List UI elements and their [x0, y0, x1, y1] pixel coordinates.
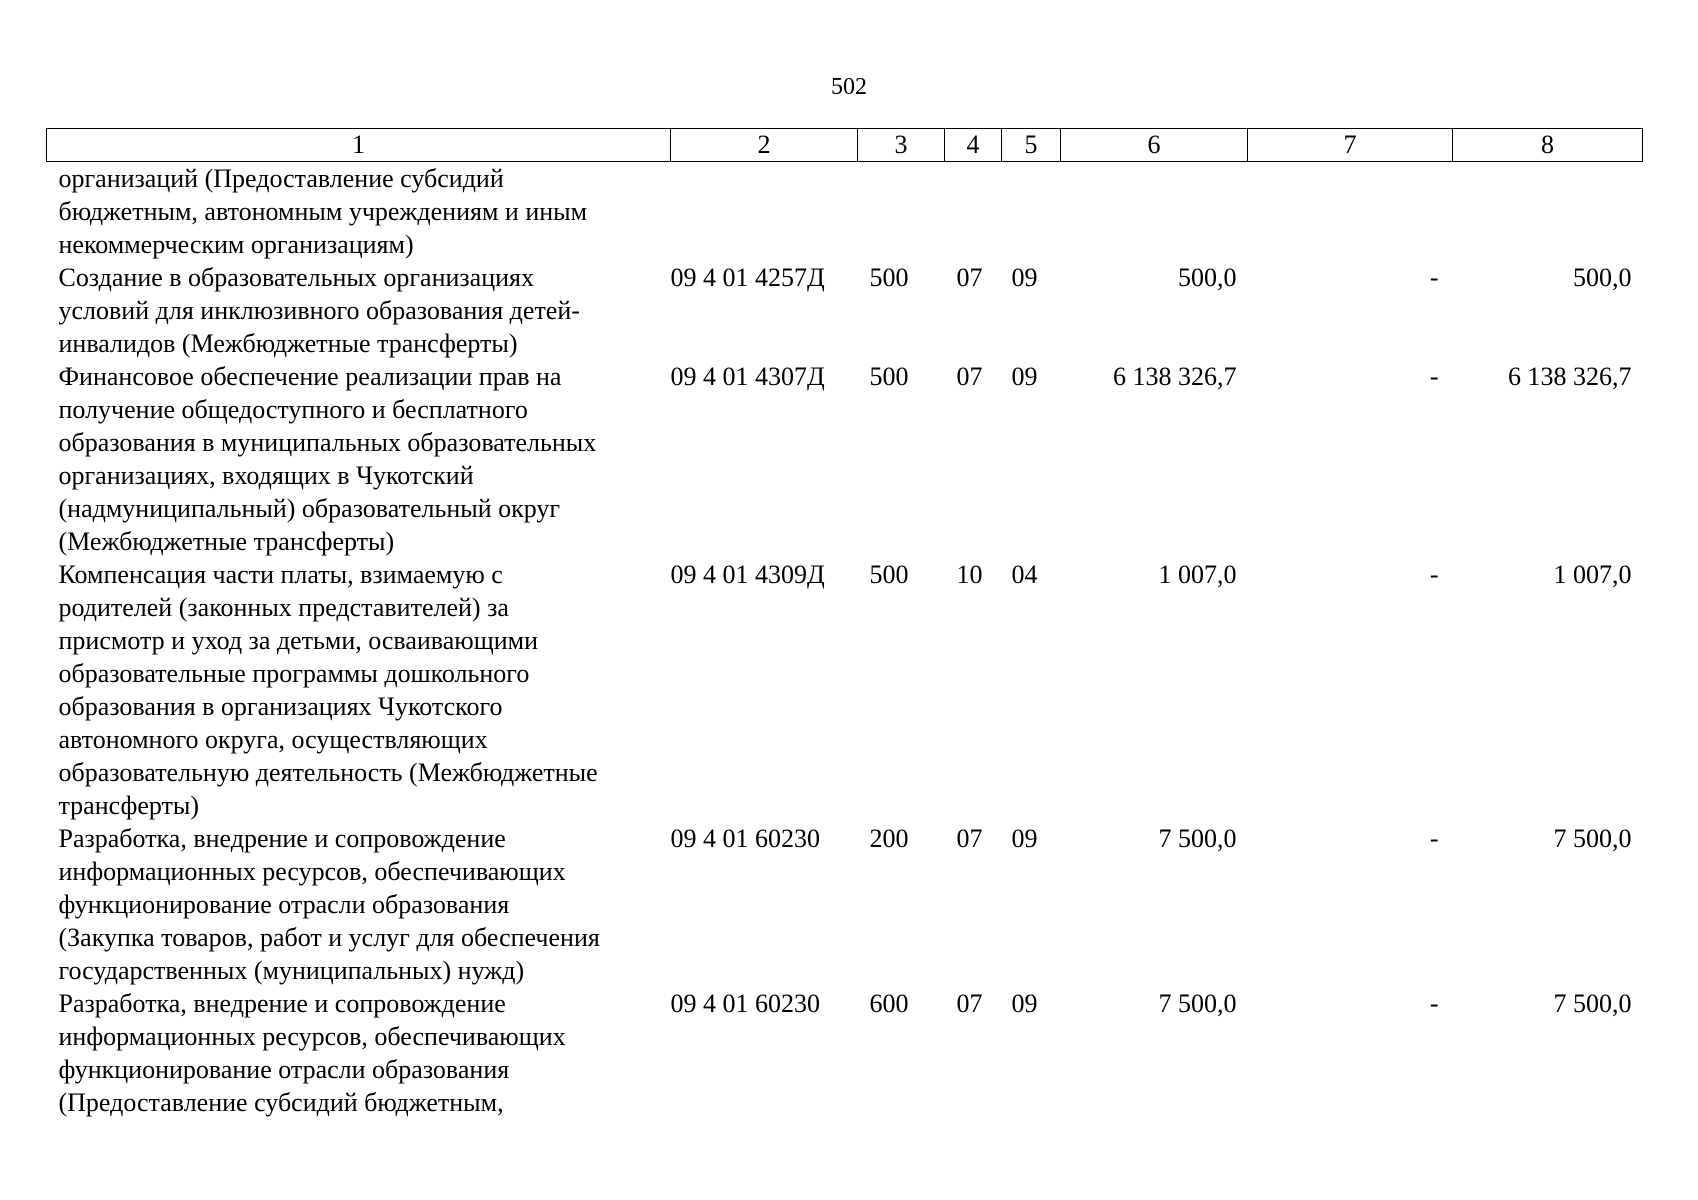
budget-code-cell: 09 4 01 4307Д	[670, 362, 825, 391]
change-cell: -	[1429, 989, 1439, 1018]
item-name-line: условий для инклюзивного образования детей-	[58, 296, 580, 325]
item-name-cell	[47, 261, 671, 360]
item-name-line: (Предоставление субсидий бюджетным,	[58, 1088, 504, 1117]
section-cell: 07	[956, 824, 983, 853]
total-cell: 7 500,0	[1553, 824, 1632, 853]
section-cell: 07	[956, 989, 983, 1018]
budget-code-cell: 09 4 01 4309Д	[670, 560, 825, 589]
item-name-line: функционирование отрасли образования	[58, 1055, 510, 1084]
total-cell: 1 007,0	[1553, 560, 1632, 589]
amount-cell: 7 500,0	[1158, 824, 1237, 853]
budget-code-cell: 09 4 01 60230	[670, 989, 820, 1018]
section-cell	[945, 162, 1002, 262]
budget-code-cell: 09 4 01 60230	[670, 824, 820, 853]
budget-table	[46, 128, 1643, 1119]
table-row	[47, 261, 1643, 360]
table-row	[47, 987, 1643, 1119]
table-row	[47, 822, 1643, 987]
item-name-line: информационных ресурсов, обеспечивающих	[58, 1022, 566, 1051]
column-header-1: 1	[47, 129, 671, 162]
item-name-line: функционирование отрасли образования	[58, 890, 510, 919]
item-name-line: инвалидов (Межбюджетные трансферты)	[58, 329, 518, 358]
expense-type-cell: 600	[869, 989, 909, 1018]
item-name-line: (Закупка товаров, работ и услуг для обеспечения	[58, 923, 600, 952]
item-name-line: образования в организациях Чукотского	[58, 692, 503, 721]
item-name-line: бюджетным, автономным учреждениям и иным	[58, 197, 588, 226]
item-name-line: организациях, входящих в Чукотский	[58, 461, 474, 490]
section-cell: 07	[956, 362, 983, 391]
column-header-2: 2	[671, 129, 858, 162]
item-name-line: трансферты)	[58, 791, 200, 820]
change-cell: -	[1429, 824, 1439, 853]
page-number: 502	[831, 74, 867, 100]
subsection-cell: 09	[1011, 989, 1038, 1018]
change-cell: -	[1429, 263, 1439, 292]
item-name-line: присмотр и уход за детьми, осваивающими	[58, 626, 539, 655]
budget-code-cell	[671, 162, 858, 262]
item-name-line: организаций (Предоставление субсидий	[58, 164, 504, 193]
subsection-cell	[1002, 162, 1061, 262]
item-name-cell	[47, 558, 671, 822]
table-header-row	[47, 129, 1643, 162]
change-cell	[1248, 162, 1453, 262]
section-cell: 10	[956, 560, 983, 589]
item-name-line: получение общедоступного и бесплатного	[58, 395, 528, 424]
expense-type-cell	[858, 162, 945, 262]
subsection-cell: 09	[1011, 824, 1038, 853]
item-name-line: государственных (муниципальных) нужд)	[58, 956, 525, 985]
change-cell: -	[1429, 560, 1439, 589]
item-name-line: Компенсация части платы, взимаемую с	[58, 560, 503, 589]
column-header-7: 7	[1248, 129, 1453, 162]
table-row	[47, 162, 1643, 262]
column-header-3: 3	[858, 129, 945, 162]
budget-code-cell: 09 4 01 4257Д	[670, 263, 825, 292]
total-cell: 500,0	[1573, 263, 1632, 292]
section-cell: 07	[956, 263, 983, 292]
item-name-line: Финансовое обеспечение реализации прав на	[58, 362, 562, 391]
total-cell: 7 500,0	[1553, 989, 1632, 1018]
table-body	[47, 162, 1643, 1120]
amount-cell	[1061, 162, 1248, 262]
item-name-cell	[47, 162, 671, 262]
item-name-cell	[47, 360, 671, 558]
change-cell: -	[1429, 362, 1439, 391]
item-name-line: Разработка, внедрение и сопровождение	[58, 824, 506, 853]
amount-cell: 500,0	[1178, 263, 1237, 292]
table-row	[47, 558, 1643, 822]
amount-cell: 1 007,0	[1158, 560, 1237, 589]
subsection-cell: 09	[1011, 362, 1038, 391]
amount-cell: 6 138 326,7	[1113, 362, 1237, 391]
item-name-line: автономного округа, осуществляющих	[58, 725, 488, 754]
total-cell: 6 138 326,7	[1508, 362, 1632, 391]
column-header-4: 4	[945, 129, 1002, 162]
column-header-8: 8	[1453, 129, 1643, 162]
item-name-line: родителей (законных представителей) за	[58, 593, 509, 622]
total-cell	[1453, 162, 1643, 262]
item-name-line: образовательные программы дошкольного	[58, 659, 530, 688]
item-name-line: информационных ресурсов, обеспечивающих	[58, 857, 566, 886]
item-name-line: образования в муниципальных образовательных	[58, 428, 597, 457]
expense-type-cell: 500	[869, 263, 909, 292]
item-name-line: образовательную деятельность (Межбюджетные	[58, 758, 598, 787]
expense-type-cell: 500	[869, 362, 909, 391]
column-header-5: 5	[1002, 129, 1061, 162]
column-header-6: 6	[1061, 129, 1248, 162]
item-name-cell	[47, 987, 671, 1119]
expense-type-cell: 500	[869, 560, 909, 589]
amount-cell: 7 500,0	[1158, 989, 1237, 1018]
table-row	[47, 360, 1643, 558]
item-name-cell	[47, 822, 671, 987]
item-name-line: (надмуниципальный) образовательный округ	[58, 494, 561, 523]
expense-type-cell: 200	[869, 824, 909, 853]
item-name-line: некоммерческим организациям)	[58, 230, 414, 259]
item-name-line: Создание в образовательных организациях	[58, 263, 534, 292]
subsection-cell: 04	[1011, 560, 1038, 589]
subsection-cell: 09	[1011, 263, 1038, 292]
item-name-line: Разработка, внедрение и сопровождение	[58, 989, 506, 1018]
item-name-line: (Межбюджетные трансферты)	[58, 527, 395, 556]
